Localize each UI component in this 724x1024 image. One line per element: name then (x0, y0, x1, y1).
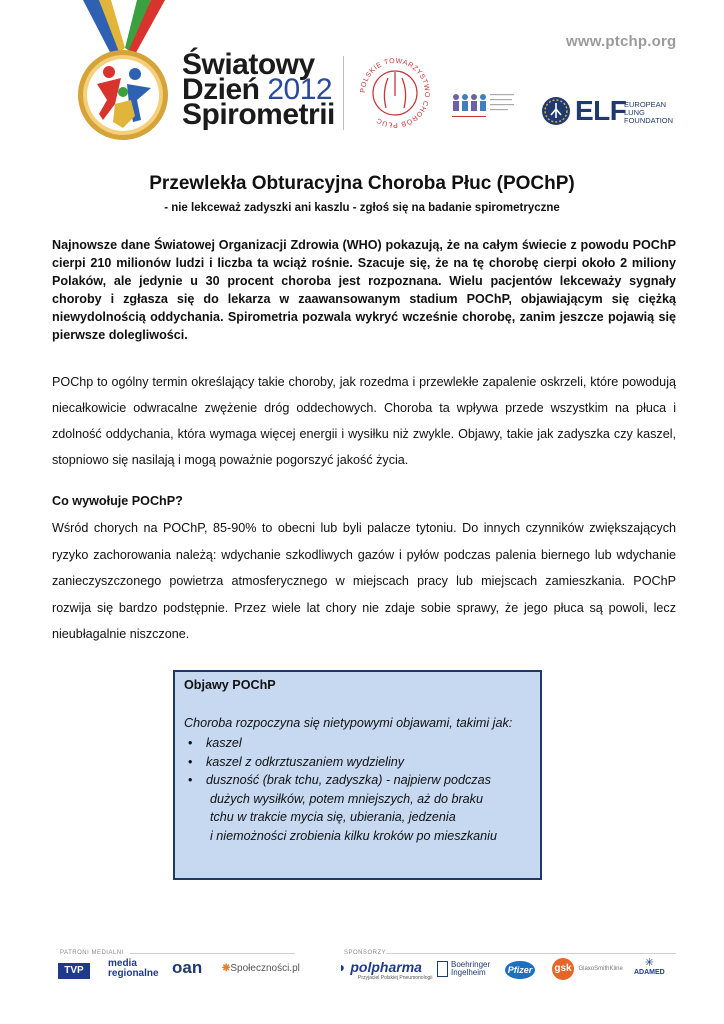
page-title: Przewlekła Obturacyjna Choroba Płuc (POChP) (149, 173, 575, 194)
symptom-text: kaszel z odkrztuszaniem wydzieliny (206, 754, 405, 769)
bullet-icon: • (188, 736, 193, 750)
symptom-item (184, 771, 497, 845)
tvp-logo-text: TVP (64, 965, 84, 976)
causes-heading: Co wywołuje POChP? (52, 494, 183, 508)
polpharma-text: polpharma (350, 959, 422, 975)
symptoms-box (173, 670, 542, 880)
brand-line-2: Dzień (182, 73, 260, 106)
glaxo-text: GlaxoSmithKline (578, 966, 623, 972)
brand-line-3: Spirometrii (182, 98, 335, 131)
boehringer-logo (437, 961, 490, 977)
symptom-text-line: dużych wysiłków, potem mniejszych, aż do braku (210, 791, 483, 806)
symptoms-box-intro: Choroba rozpoczyna się nietypowymi objawami, takimi jak: (184, 716, 513, 730)
symptom-text-line: tchu w trakcie mycia się, ubierania, jedzenia (210, 810, 456, 824)
boehringer-line-1: Boehringer (451, 960, 491, 969)
federation-logo (448, 90, 528, 130)
boehringer-line-2: Ingelheim (451, 968, 486, 977)
brand-name (182, 48, 335, 131)
page-subtitle: - nie lekceważ zadyszki ani kaszlu - zgłoś się na badanie spirometryczne (164, 202, 560, 214)
brand-line-1: Światowy (182, 48, 315, 81)
polpharma-icon: ◗ (338, 959, 347, 975)
gsk-text: gsk (554, 963, 572, 974)
elf-name-line-2: LUNG (624, 108, 645, 117)
bullet-icon: • (188, 773, 193, 787)
sponsors-label: SPONSORZY (344, 950, 387, 956)
symptoms-list (184, 734, 497, 845)
media-regionalne-logo (108, 959, 159, 979)
patrons-label: PATRONI MEDIALNI (60, 950, 124, 956)
causes-paragraph: Wśród chorych na POChP, 85-90% to obecni lub byli palacze tytoniu. Do innych czynników zwiększających ryzyko zachorowania należą: wdychanie szkodliwych gazów i pyłów podczas palenia biernego lub wdychanie zanieczyszczonego powietrza atmosferycznego w miejscach pracy lub miejscach zamieszkania. POChP rozwija się bardzo podstępnie. Przez wiele lat chory nie zdaje sobie sprawy, że jego płuca są powoli, lecz nieubłagalnie niszczone. (52, 521, 676, 641)
media-logo-line-2: regionalne (108, 968, 159, 979)
elf-name-line-3: FOUNDATION (624, 116, 674, 125)
symptom-item (184, 734, 497, 753)
brand-year: 2012 (267, 73, 333, 106)
patrons-rule (130, 953, 295, 954)
tvp-logo (58, 963, 90, 979)
medal-logo (75, 0, 170, 150)
symptom-text-line: duszność (brak tchu, zadyszka) - najpierw podczas (206, 773, 491, 787)
elf-name-line-1: EUROPEAN (624, 100, 667, 109)
elf-name (624, 101, 673, 125)
gsk-logo (552, 958, 623, 980)
header-divider (343, 56, 344, 130)
spolecznosci-icon: ❋ (222, 963, 231, 974)
media-logo-line-1: media (108, 958, 137, 969)
symptoms-box-title: Objawy POChP (184, 678, 276, 692)
symptom-text: kaszel (206, 736, 242, 750)
polpharma-tagline: Przyjaciel Polskiej Pneumonologii (358, 975, 433, 981)
intro-paragraph: Najnowsze dane Światowej Organizacji Zdrowia (WHO) pokazują, że na całym świecie z powodu POChP cierpi 210 milionów ludzi i liczba ta wciąż rośnie. Szacuje się, że na tę chorobę cierpi około 2 miliony Polaków, ale jedynie u 30 procent choroba jest rozpoznana. Wielu pacjentów lekceważy sygnały choroby i zgłasza się do lekarza w zaawansowanym stadium POChP, objawiającym się ciężką niewydolnością oddychania. Spirometria pozwala wykryć wcześnie chorobę, zanim jeszcze pojawią się pierwsze dolegliwości. (52, 238, 676, 342)
gsk-badge (552, 958, 574, 980)
spolecznosci-logo (222, 963, 300, 974)
ptchp-logo (352, 50, 438, 136)
pfizer-text: Pfizer (507, 965, 533, 975)
adamed-icon: ✳ (644, 957, 654, 969)
elf-emblem (541, 96, 571, 126)
spolecznosci-text: Społeczności.pl (230, 963, 300, 974)
boehringer-icon (437, 961, 448, 977)
oan-logo: oan (172, 958, 203, 977)
website-url[interactable]: www.ptchp.org (566, 33, 677, 50)
sponsors-rule (386, 953, 676, 954)
adamed-text: ADAMED (634, 969, 665, 976)
definition-paragraph: POChp to ogólny termin określający takie choroby, jak rozedma i przewlekłe zapalenie oskrzeli, które powodują niecałkowicie odwracalne zwężenie dróg oddechowych. Choroba ta wpływa przede wszystkim na płuca i zdolność oddychania, która wymaga więcej energii i wysiłku niż zwykle. Objawy, takie jak zadyszka czy kaszel, stopniowo się nasilają i mogą poważnie pogorszyć jakość życia. (52, 375, 676, 467)
elf-abbr: ELF (575, 95, 627, 126)
ptchp-ring-text: POLSKIE TOWARZYSTWO CHORÓB PŁUC (359, 57, 431, 129)
adamed-logo (634, 958, 665, 976)
pfizer-logo (505, 961, 535, 979)
bullet-icon: • (188, 754, 193, 769)
polpharma-logo (338, 959, 432, 981)
symptom-item (184, 753, 497, 772)
symptom-text-line: i niemożności zrobienia kilku kroków po mieszkaniu (210, 828, 497, 843)
